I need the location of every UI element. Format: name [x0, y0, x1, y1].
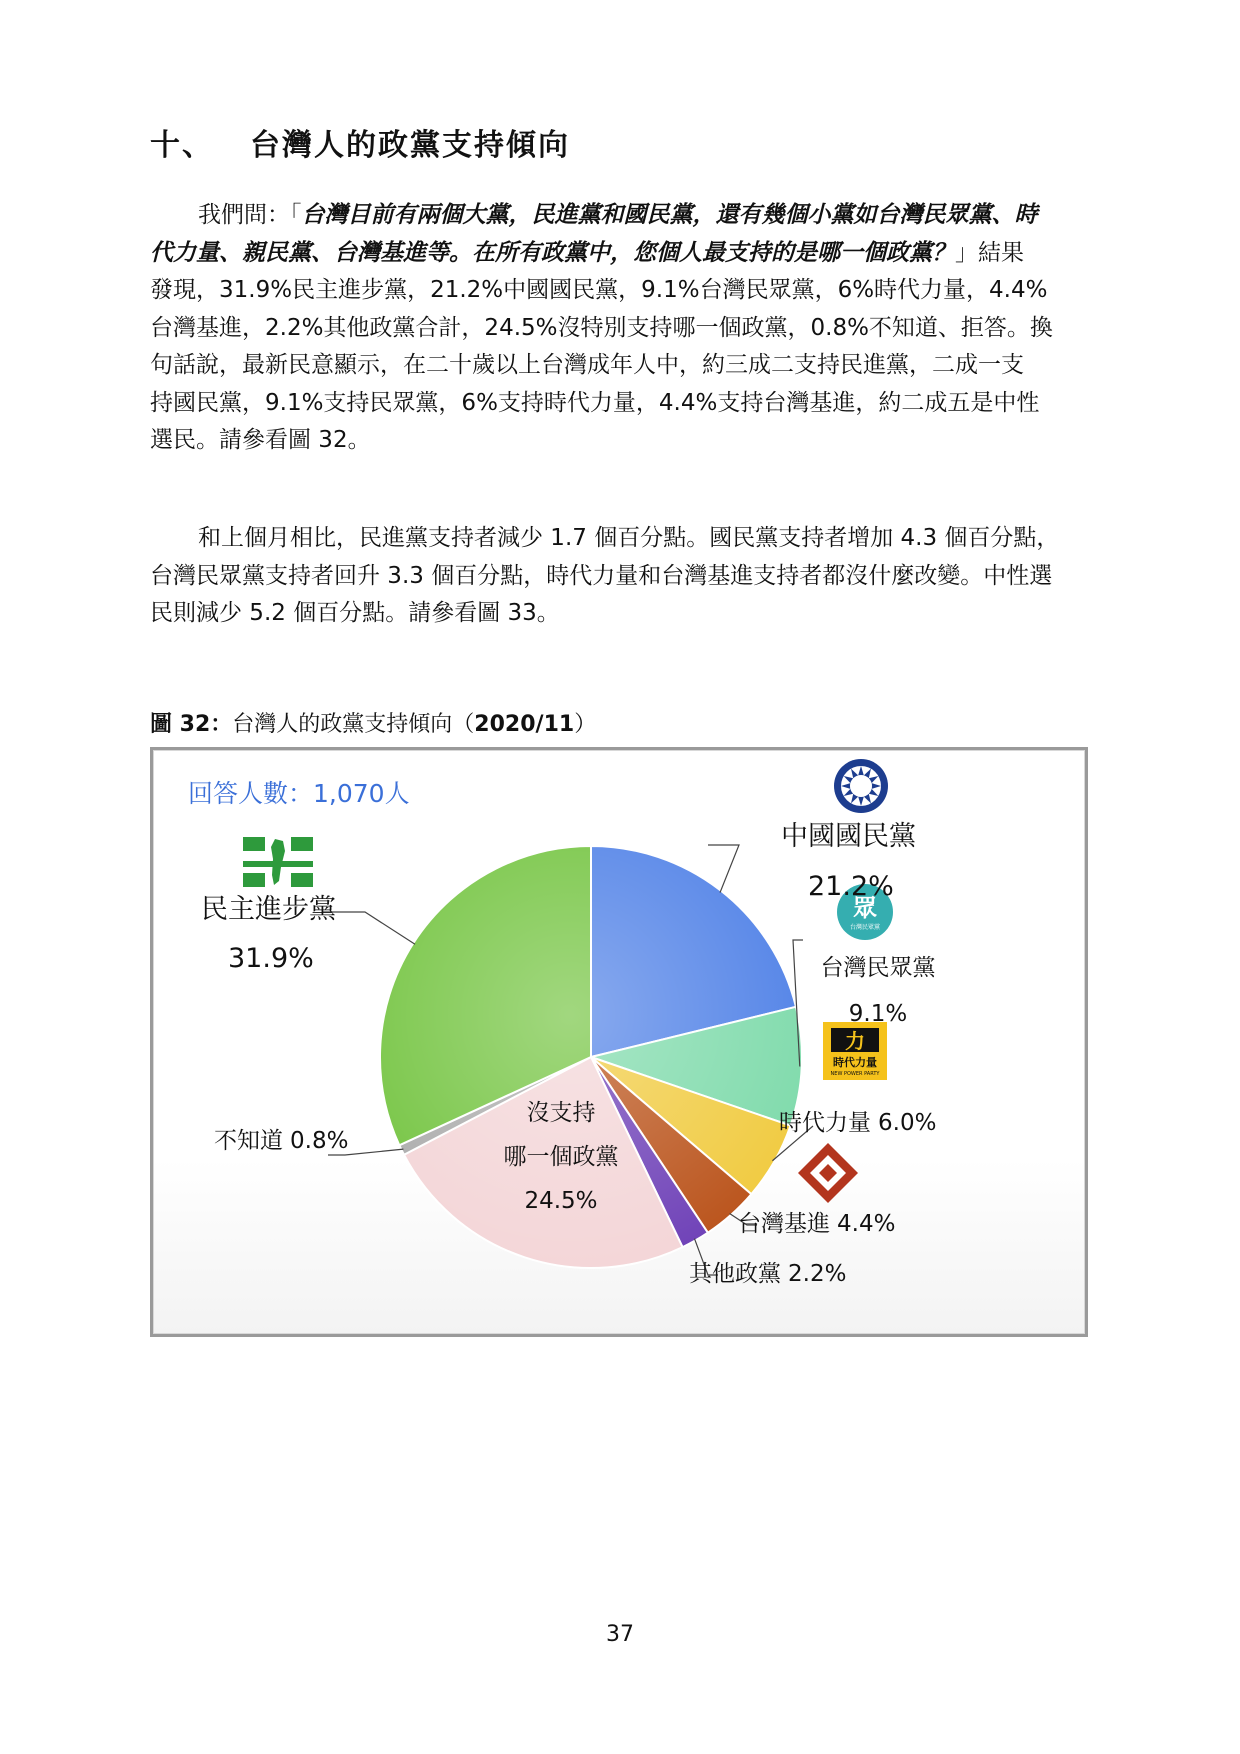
svg-text:力: 力	[845, 1029, 865, 1053]
value-tpp: 9.1%	[848, 1001, 908, 1027]
paragraph-1-line-6: 持國民黨，9.1%支持民眾黨，6%支持時代力量，4.4%支持台灣基進，約二成五是中性	[150, 389, 1040, 416]
label-tpp: 台灣民眾黨	[820, 955, 936, 981]
label-npp: 時代力量	[779, 1110, 871, 1136]
paragraph-2	[150, 520, 1130, 633]
label-tsp: 台灣基進	[738, 1211, 830, 1237]
label-none-1: 沒支持	[526, 1100, 596, 1126]
paragraph-1-line-2	[150, 235, 1130, 273]
dpp-logo-icon	[243, 837, 313, 887]
section-number: 十、	[150, 128, 214, 163]
paragraph-1-line-4: 台灣基進，2.2%其他政黨合計，24.5%沒特別支持哪一個政黨，0.8%不知道、拒答。換	[150, 314, 1053, 341]
figure-caption-end: ）	[574, 712, 597, 737]
value-tsp: 4.4%	[837, 1211, 896, 1237]
question-text-1: 台灣目前有兩個大黨，民進黨和國民黨，還有幾個小黨如台灣民眾黨、時	[301, 202, 1038, 228]
question-text-2: 代力量、親民黨、台灣基進等。在所有政黨中，您個人最支持的是哪一個政黨？	[150, 239, 955, 266]
tpp-logo-sub: 台灣民眾黨	[849, 924, 881, 931]
question-close: 」結果	[955, 239, 1024, 266]
npp-logo-text: 時代力量	[833, 1056, 877, 1069]
value-kmt: 21.2%	[808, 871, 894, 902]
npp-logo-sub: NEW POWER PARTY	[830, 1071, 880, 1077]
paragraph-2-line-1: 和上個月相比，民進黨支持者減少 1.7 個百分點。國民黨支持者增加 4.3 個百分點，	[198, 525, 1060, 551]
tpp-logo-text: 眾	[853, 894, 877, 922]
paragraph-2-line-3: 民則減少 5.2 個百分點。請參看圖 33。	[150, 600, 560, 626]
tsp-logo-icon	[798, 1143, 858, 1203]
page-number: 37	[606, 1622, 634, 1647]
value-npp: 6.0%	[878, 1110, 937, 1136]
chart-frame	[150, 747, 1088, 1337]
label-other: 其他政黨	[689, 1261, 781, 1287]
leader-dpp	[323, 912, 415, 944]
figure-caption-date: 2020/11	[474, 712, 575, 737]
question-lead: 我們問：「	[198, 202, 302, 228]
kmt-logo-icon	[834, 759, 888, 813]
figure-caption-number: 圖 32：	[150, 712, 233, 737]
paragraph-1-line-7: 選民。請參看圖 32。	[150, 427, 371, 453]
value-none: 24.5%	[524, 1188, 598, 1214]
paragraph-1-line-5: 句話說，最新民意顯示，在二十歲以上台灣成年人中，約三成二支持民進黨，二成一支	[150, 352, 1024, 378]
paragraph-1-line-1	[150, 197, 1130, 235]
figure-caption	[150, 707, 596, 738]
section-title: 台灣人的政黨支持傾向	[250, 128, 570, 163]
label-none-2: 哪一個政黨	[503, 1144, 619, 1170]
paragraph-1	[150, 197, 1130, 460]
section-heading	[150, 120, 570, 164]
label-dontknow: 不知道	[214, 1128, 283, 1154]
value-dpp: 31.9%	[228, 943, 314, 974]
value-other: 2.2%	[788, 1261, 847, 1287]
label-dpp: 民主進步黨	[201, 894, 336, 925]
label-kmt: 中國國民黨	[781, 821, 916, 852]
figure-caption-text: 台灣人的政黨支持傾向（	[232, 712, 475, 737]
pie-chart	[153, 750, 1085, 1334]
paragraph-2-line-2: 台灣民眾黨支持者回升 3.3 個百分點，時代力量和台灣基進支持者都沒什麼改變。中性選	[150, 562, 1053, 589]
paragraph-1-line-3: 發現，31.9%民主進步黨，21.2%中國國民黨，9.1%台灣民眾黨，6%時代力量，4.4%	[150, 277, 1048, 303]
respondents-count: 回答人數：1,070人	[188, 779, 410, 808]
npp-logo-icon	[823, 1022, 887, 1080]
value-dontknow: 0.8%	[290, 1128, 349, 1154]
